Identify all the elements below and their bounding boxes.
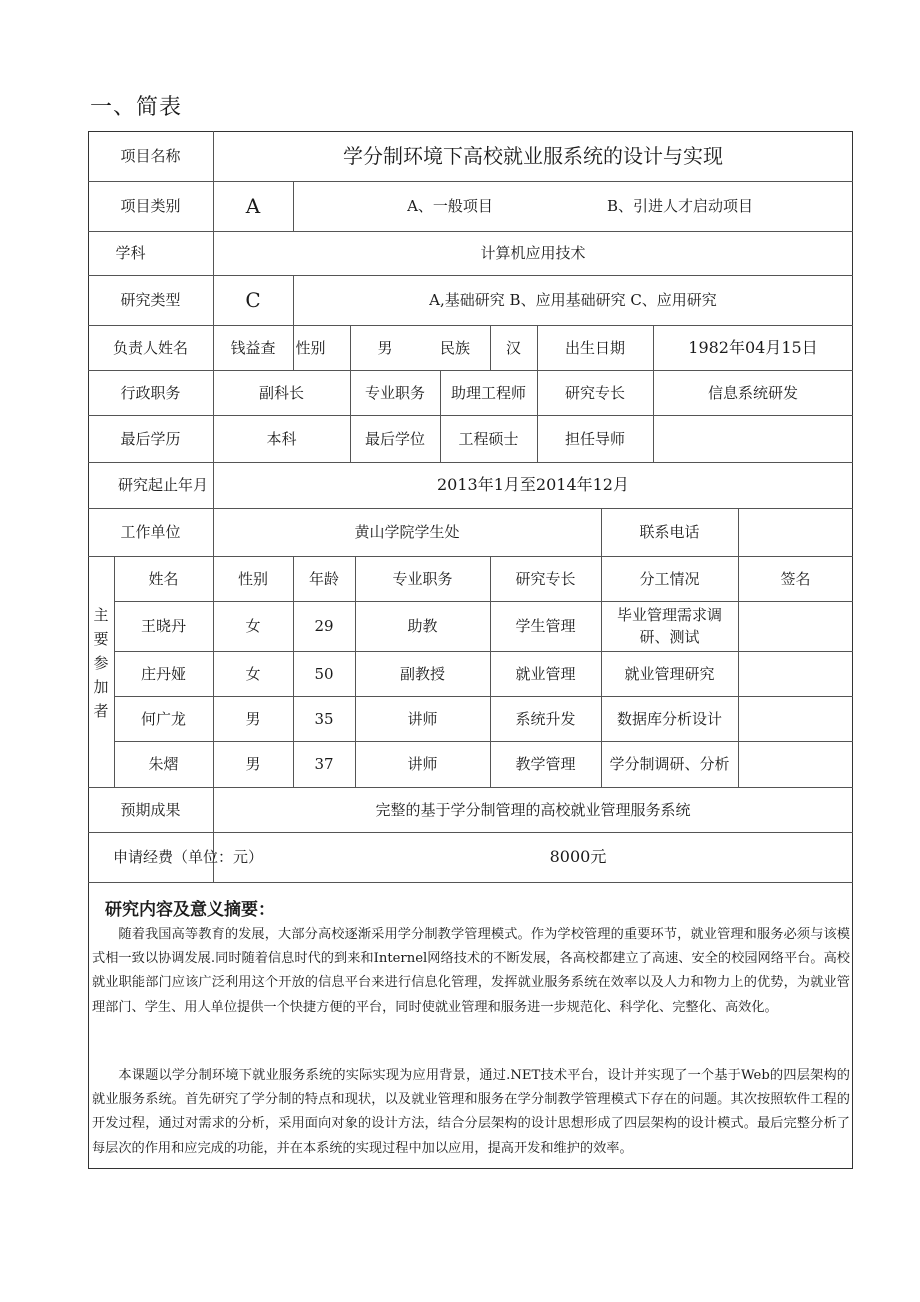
phone-label: 联系电话 — [639, 523, 700, 541]
side-char: 要 — [93, 630, 109, 648]
project-category-label: 项目类别 — [120, 197, 181, 215]
leader-birth-label: 出生日期 — [564, 338, 625, 357]
period-value: 2013年1月至2014年12月 — [437, 475, 629, 494]
funding-value: 8000元 — [549, 847, 607, 866]
leader-birth-value: 1982年04月15日 — [688, 337, 818, 357]
leader-gender-value: 男 — [377, 338, 393, 357]
abstract-paragraph-2: 本课题以学分制环境下就业服务系统的实际实现为应用背景，通过.NET技术平台，设计并实现了一个基于Web的四层架构的就业服务系统。首先研究了学分制的特点和现状，以及就业管理和服务在学分制教学管理模式下存在的问题。其次按照软件工程的开发过程，通过对需求的分析，采用面向对象的设计方法，结合分层架构的设计思想形成了四层架构的设计模式。最后完整分析了每层次的作用和应完成的功能，并在本系统的实现过程中加以应用，提高开发和维护的效率。 — [92, 1068, 850, 1156]
participant-name: 何广龙 — [140, 709, 186, 728]
col-header-specialty: 研究专长 — [515, 569, 576, 588]
col-header-age: 年龄 — [308, 569, 339, 588]
specialty-value: 信息系统研发 — [707, 383, 798, 402]
section-title: 一、简表 — [90, 95, 183, 120]
participant-title: 讲师 — [407, 709, 438, 728]
participant-title: 讲师 — [407, 755, 438, 773]
participant-specialty: 教学管理 — [515, 755, 576, 773]
col-header-sign: 签名 — [780, 569, 811, 588]
degree-value: 工程硕士 — [458, 429, 519, 448]
funding-label: 申请经费（单位：元） — [112, 848, 263, 866]
participant-specialty: 系统升发 — [515, 709, 576, 728]
participant-gender: 女 — [245, 617, 261, 635]
side-char: 者 — [93, 702, 109, 720]
work-unit-label: 工作单位 — [120, 523, 181, 541]
participant-duty: 数据库分析设计 — [616, 709, 722, 728]
category-option-a: A、一般项目 — [407, 197, 493, 215]
participant-specialty: 学生管理 — [515, 617, 576, 635]
participant-gender: 男 — [245, 755, 261, 773]
participant-name: 庄丹娅 — [140, 664, 186, 683]
research-type-label: 研究类型 — [120, 291, 181, 309]
participant-age: 35 — [314, 709, 334, 728]
participant-name: 朱熠 — [148, 755, 179, 773]
participant-name: 王晓丹 — [140, 617, 186, 635]
participant-gender: 男 — [245, 709, 261, 728]
participants-side-label — [88, 603, 114, 723]
participant-gender: 女 — [245, 664, 261, 683]
leader-ethnicity-value: 汉 — [505, 338, 521, 357]
expected-result-label: 预期成果 — [120, 800, 181, 819]
advisor-value — [653, 415, 853, 462]
discipline-value: 计算机应用技术 — [480, 244, 586, 262]
col-header-title: 专业职务 — [392, 569, 453, 588]
specialty-label: 研究专长 — [564, 383, 625, 402]
leader-gender-label: 性别 — [295, 338, 326, 357]
discipline-label: 学科 — [115, 244, 146, 262]
degree-label: 最后学位 — [364, 429, 425, 448]
research-type-value: C — [245, 288, 261, 312]
abstract-paragraph-1: 随着我国高等教育的发展，大部分高校逐渐采用学分制教学管理模式。作为学校管理的重要环节，就业管理和服务必须与该模式相一致以协调发展.同时随着信息时代的到来和Internel网络技术的不断发展，各高校都建立了高速、安全的校园网络平台。高校就业职能部门应该广泛利用这个开放的信息平台来进行信息化管理，发挥就业服务系统在效率以及人力和物力上的优势，为就业管理部门、学生、用人单位提供一个快捷方便的平台，同时使就业管理和服务进一步规范化、科学化、完整化、高效化。 — [92, 927, 850, 1015]
project-name-label: 项目名称 — [120, 147, 181, 165]
side-char: 主 — [93, 606, 109, 624]
col-divider — [293, 181, 294, 231]
period-label: 研究起止年月 — [117, 476, 208, 494]
advisor-label: 担任导师 — [564, 429, 625, 448]
leader-name-value: 钱益查 — [230, 338, 276, 357]
project-category-value: A — [245, 194, 261, 218]
side-char: 参 — [93, 654, 109, 672]
row-divider — [88, 882, 853, 883]
participant-duty: 就业管理研究 — [624, 664, 715, 683]
participant-title: 助教 — [407, 617, 438, 635]
category-option-b: B、引进人才启动项目 — [606, 197, 754, 215]
admin-post-label: 行政职务 — [120, 383, 181, 402]
professional-title-value: 助理工程师 — [450, 383, 526, 402]
education-label: 最后学历 — [120, 429, 181, 448]
col-header-duty: 分工情况 — [639, 569, 700, 588]
education-value: 本科 — [266, 429, 297, 448]
participant-age: 50 — [314, 664, 334, 683]
expected-result-value: 完整的基于学分制管理的高校就业管理服务系统 — [375, 800, 691, 819]
leader-ethnicity-label: 民族 — [439, 338, 470, 357]
participant-duty: 毕业管理需求调研、测试 — [616, 606, 722, 646]
project-name-value: 学分制环境下高校就业服系统的设计与实现 — [343, 144, 723, 168]
phone-value — [738, 508, 853, 556]
research-type-options: A,基础研究 B、应用基础研究 C、应用研究 — [429, 291, 717, 309]
side-char: 加 — [93, 678, 109, 696]
participant-specialty: 就业管理 — [515, 664, 576, 683]
leader-name-label: 负责人姓名 — [112, 338, 188, 357]
admin-post-value: 副科长 — [258, 383, 304, 402]
col-header-name: 姓名 — [148, 569, 179, 588]
participant-duty: 学分制调研、分析 — [609, 755, 730, 773]
participant-age: 29 — [314, 617, 334, 635]
col-header-gender: 性别 — [237, 569, 268, 588]
abstract-title: 研究内容及意义摘要： — [105, 900, 275, 920]
work-unit-value: 黄山学院学生处 — [354, 523, 460, 541]
participant-title: 副教授 — [399, 664, 445, 683]
professional-title-label: 专业职务 — [364, 383, 425, 402]
participant-age: 37 — [314, 755, 334, 773]
